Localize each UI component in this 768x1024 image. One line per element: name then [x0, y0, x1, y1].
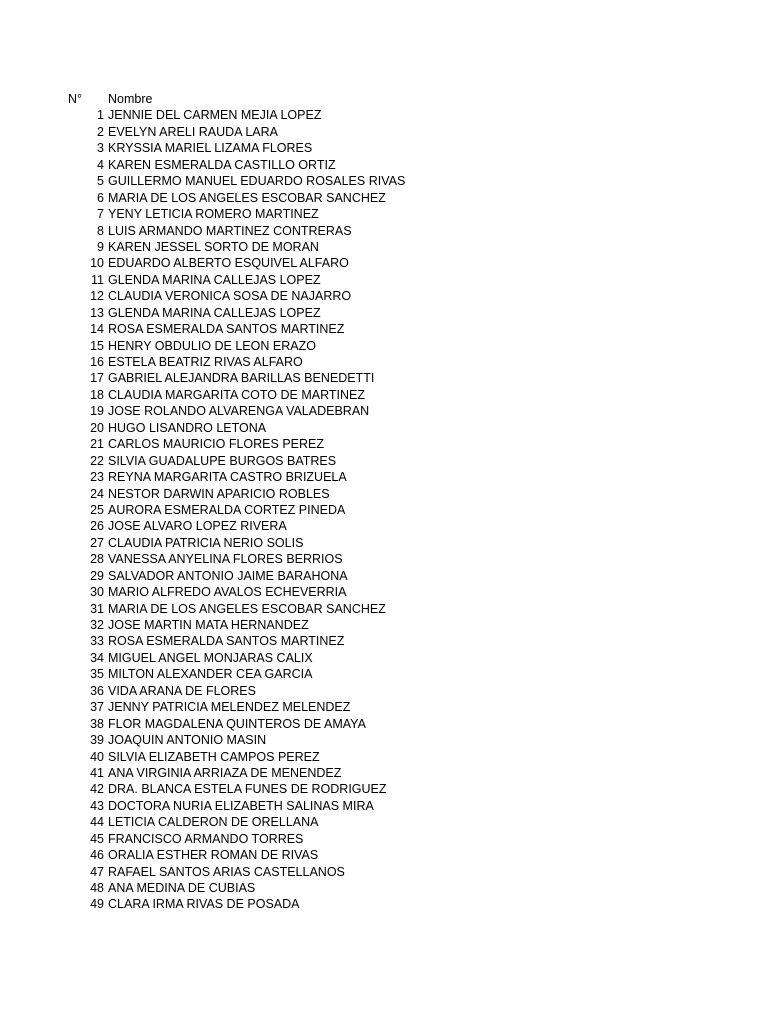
- row-name: KAREN JESSEL SORTO DE MORAN: [108, 239, 319, 254]
- row-name: KAREN ESMERALDA CASTILLO ORTIZ: [108, 157, 336, 172]
- row-number: 12: [90, 289, 104, 304]
- row-name: JOSE ALVARO LOPEZ RIVERA: [108, 519, 287, 534]
- row-name: NESTOR DARWIN APARICIO ROBLES: [108, 486, 330, 501]
- table-row: [68, 107, 748, 123]
- row-name: DRA. BLANCA ESTELA FUNES DE RODRIGUEZ: [108, 782, 387, 797]
- row-name: VIDA ARANA DE FLORES: [108, 683, 256, 698]
- table-row: [68, 157, 748, 173]
- table-row: [68, 699, 748, 715]
- row-number: 6: [97, 190, 104, 205]
- table-row: [68, 535, 748, 551]
- row-name: LUIS ARMANDO MARTINEZ CONTRERAS: [108, 223, 352, 238]
- row-number: 16: [90, 355, 104, 369]
- row-name: HUGO LISANDRO LETONA: [108, 420, 267, 435]
- row-number: 46: [90, 848, 104, 863]
- table-header-row: [68, 91, 748, 107]
- row-name: ANA MEDINA DE CUBIAS: [108, 881, 256, 895]
- row-name: GLENDA MARINA CALLEJAS LOPEZ: [108, 305, 321, 320]
- table-row: [68, 732, 748, 748]
- row-name: JENNIE DEL CARMEN MEJIA LOPEZ: [108, 108, 322, 123]
- row-name: REYNA MARGARITA CASTRO BRIZUELA: [108, 470, 347, 485]
- row-name: MILTON ALEXANDER CEA GARCIA: [108, 667, 313, 682]
- table-row: [68, 305, 748, 321]
- row-name: SILVIA GUADALUPE BURGOS BATRES: [108, 453, 337, 468]
- row-name: FRANCISCO ARMANDO TORRES: [108, 831, 304, 846]
- name-list-table: [68, 91, 748, 913]
- row-number: 11: [91, 272, 104, 287]
- table-row: [68, 781, 748, 797]
- row-name: RAFAEL SANTOS ARIAS CASTELLANOS: [108, 864, 345, 879]
- row-number: 48: [90, 881, 104, 895]
- table-row: [68, 716, 748, 732]
- row-number: 33: [90, 634, 104, 649]
- column-header-name: Nombre: [108, 92, 153, 106]
- row-number: 22: [90, 453, 104, 468]
- table-row: [68, 601, 748, 617]
- row-name: SALVADOR ANTONIO JAIME BARAHONA: [108, 568, 348, 583]
- row-name: MARIA DE LOS ANGELES ESCOBAR SANCHEZ: [108, 601, 386, 616]
- row-name: MARIA DE LOS ANGELES ESCOBAR SANCHEZ: [108, 190, 386, 205]
- table-row: [68, 436, 748, 452]
- row-number: 18: [90, 387, 104, 402]
- row-number: 24: [90, 486, 104, 501]
- row-number: 30: [90, 585, 104, 600]
- table-row: [68, 847, 748, 863]
- row-name: EVELYN ARELI RAUDA LARA: [108, 124, 278, 139]
- row-number: 3: [97, 141, 104, 156]
- row-number: 2: [97, 124, 104, 139]
- row-number: 1: [97, 108, 104, 123]
- row-name: JOAQUIN ANTONIO MASIN: [108, 733, 267, 748]
- table-row: [68, 568, 748, 584]
- table-row: [68, 502, 748, 518]
- table-row: [68, 633, 748, 649]
- row-number: 38: [90, 716, 104, 731]
- table-row: [68, 403, 748, 419]
- row-name: GLENDA MARINA CALLEJAS LOPEZ: [108, 272, 321, 287]
- table-row: [68, 518, 748, 534]
- row-number: 45: [90, 831, 104, 846]
- row-number: 8: [97, 223, 104, 238]
- table-row: [68, 223, 748, 239]
- table-row: [68, 486, 748, 502]
- row-name: ORALIA ESTHER ROMAN DE RIVAS: [108, 848, 319, 863]
- table-row: [68, 206, 748, 222]
- row-number: 40: [90, 749, 104, 764]
- row-name: JOSE MARTIN MATA HERNANDEZ: [108, 618, 309, 632]
- row-number: 27: [90, 535, 104, 550]
- table-row: [68, 420, 748, 436]
- table-row: [68, 765, 748, 781]
- row-number: 28: [90, 552, 104, 567]
- row-number: 17: [90, 371, 104, 386]
- row-number: 35: [90, 667, 104, 682]
- row-name: ROSA ESMERALDA SANTOS MARTINEZ: [108, 322, 345, 337]
- row-number: 43: [90, 798, 104, 813]
- row-name: SILVIA ELIZABETH CAMPOS PEREZ: [108, 749, 320, 764]
- row-number: 36: [90, 683, 104, 698]
- row-number: 42: [90, 782, 104, 797]
- row-name: FLOR MAGDALENA QUINTEROS DE AMAYA: [108, 716, 366, 731]
- table-row: [68, 749, 748, 765]
- table-row: [68, 354, 748, 370]
- row-name: JENNY PATRICIA MELENDEZ MELENDEZ: [108, 700, 351, 715]
- row-number: 9: [97, 239, 104, 254]
- row-name: MARIO ALFREDO AVALOS ECHEVERRIA: [108, 585, 347, 600]
- row-number: 20: [90, 420, 104, 435]
- row-name: GUILLERMO MANUEL EDUARDO ROSALES RIVAS: [108, 174, 406, 189]
- row-name: CARLOS MAURICIO FLORES PEREZ: [108, 437, 325, 452]
- row-name: CLAUDIA MARGARITA COTO DE MARTINEZ: [108, 387, 365, 402]
- table-body: [68, 107, 748, 912]
- row-name: ROSA ESMERALDA SANTOS MARTINEZ: [108, 634, 345, 649]
- row-name: CLAUDIA PATRICIA NERIO SOLIS: [108, 535, 304, 550]
- row-number: 23: [90, 470, 104, 485]
- row-number: 29: [90, 568, 104, 583]
- row-name: HENRY OBDULIO DE LEON ERAZO: [108, 338, 316, 353]
- table-row: [68, 173, 748, 189]
- table-row: [68, 272, 748, 288]
- row-name: DOCTORA NURIA ELIZABETH SALINAS MIRA: [108, 798, 374, 813]
- row-number: 41: [90, 765, 104, 780]
- table-row: [68, 896, 748, 912]
- row-number: 32: [90, 618, 104, 632]
- table-row: [68, 469, 748, 485]
- row-name: AURORA ESMERALDA CORTEZ PINEDA: [108, 502, 346, 517]
- row-name: LETICIA CALDERON DE ORELLANA: [108, 815, 319, 830]
- table-row: [68, 124, 748, 140]
- row-name: EDUARDO ALBERTO ESQUIVEL ALFARO: [108, 256, 349, 271]
- row-name: CLARA IRMA RIVAS DE POSADA: [108, 897, 300, 912]
- row-number: 26: [90, 519, 104, 534]
- table-row: [68, 370, 748, 386]
- row-number: 7: [97, 207, 104, 222]
- row-number: 15: [90, 338, 104, 353]
- row-name: YENY LETICIA ROMERO MARTINEZ: [108, 207, 319, 222]
- table-row: [68, 190, 748, 206]
- table-row: [68, 831, 748, 847]
- row-number: 39: [90, 733, 104, 748]
- row-number: 19: [90, 404, 104, 419]
- row-number: 25: [90, 502, 104, 517]
- table-row: [68, 584, 748, 600]
- row-number: 47: [90, 864, 104, 879]
- table-row: [68, 617, 748, 633]
- row-number: 10: [90, 256, 104, 271]
- table-row: [68, 321, 748, 337]
- row-number: 4: [97, 157, 104, 172]
- table-row: [68, 798, 748, 814]
- row-name: MIGUEL ANGEL MONJARAS CALIX: [108, 650, 313, 665]
- table-row: [68, 239, 748, 255]
- table-row: [68, 338, 748, 354]
- table-row: [68, 551, 748, 567]
- row-name: GABRIEL ALEJANDRA BARILLAS BENEDETTI: [108, 371, 375, 386]
- row-name: CLAUDIA VERONICA SOSA DE NAJARRO: [108, 289, 352, 304]
- row-number: 31: [90, 601, 104, 616]
- table-row: [68, 814, 748, 830]
- column-header-number: N°: [68, 92, 83, 106]
- row-number: 21: [90, 437, 104, 452]
- row-number: 34: [90, 650, 104, 665]
- table-row: [68, 255, 748, 271]
- row-name: JOSE ROLANDO ALVARENGA VALADEBRAN: [108, 404, 370, 419]
- table-row: [68, 683, 748, 699]
- row-name: KRYSSIA MARIEL LIZAMA FLORES: [108, 141, 313, 156]
- table-row: [68, 864, 748, 880]
- table-row: [68, 140, 748, 156]
- table-row: [68, 666, 748, 682]
- row-number: 37: [90, 700, 104, 715]
- row-name: VANESSA ANYELINA FLORES BERRIOS: [108, 552, 343, 567]
- table-row: [68, 288, 748, 304]
- table-row: [68, 387, 748, 403]
- table-row: [68, 453, 748, 469]
- row-number: 44: [90, 815, 104, 830]
- row-name: ESTELA BEATRIZ RIVAS ALFARO: [108, 355, 303, 369]
- row-number: 5: [97, 174, 104, 189]
- row-number: 13: [90, 305, 104, 320]
- row-number: 49: [90, 897, 104, 912]
- row-number: 14: [90, 322, 104, 337]
- row-name: ANA VIRGINIA ARRIAZA DE MENENDEZ: [108, 765, 342, 780]
- table-row: [68, 650, 748, 666]
- table-row: [68, 880, 748, 896]
